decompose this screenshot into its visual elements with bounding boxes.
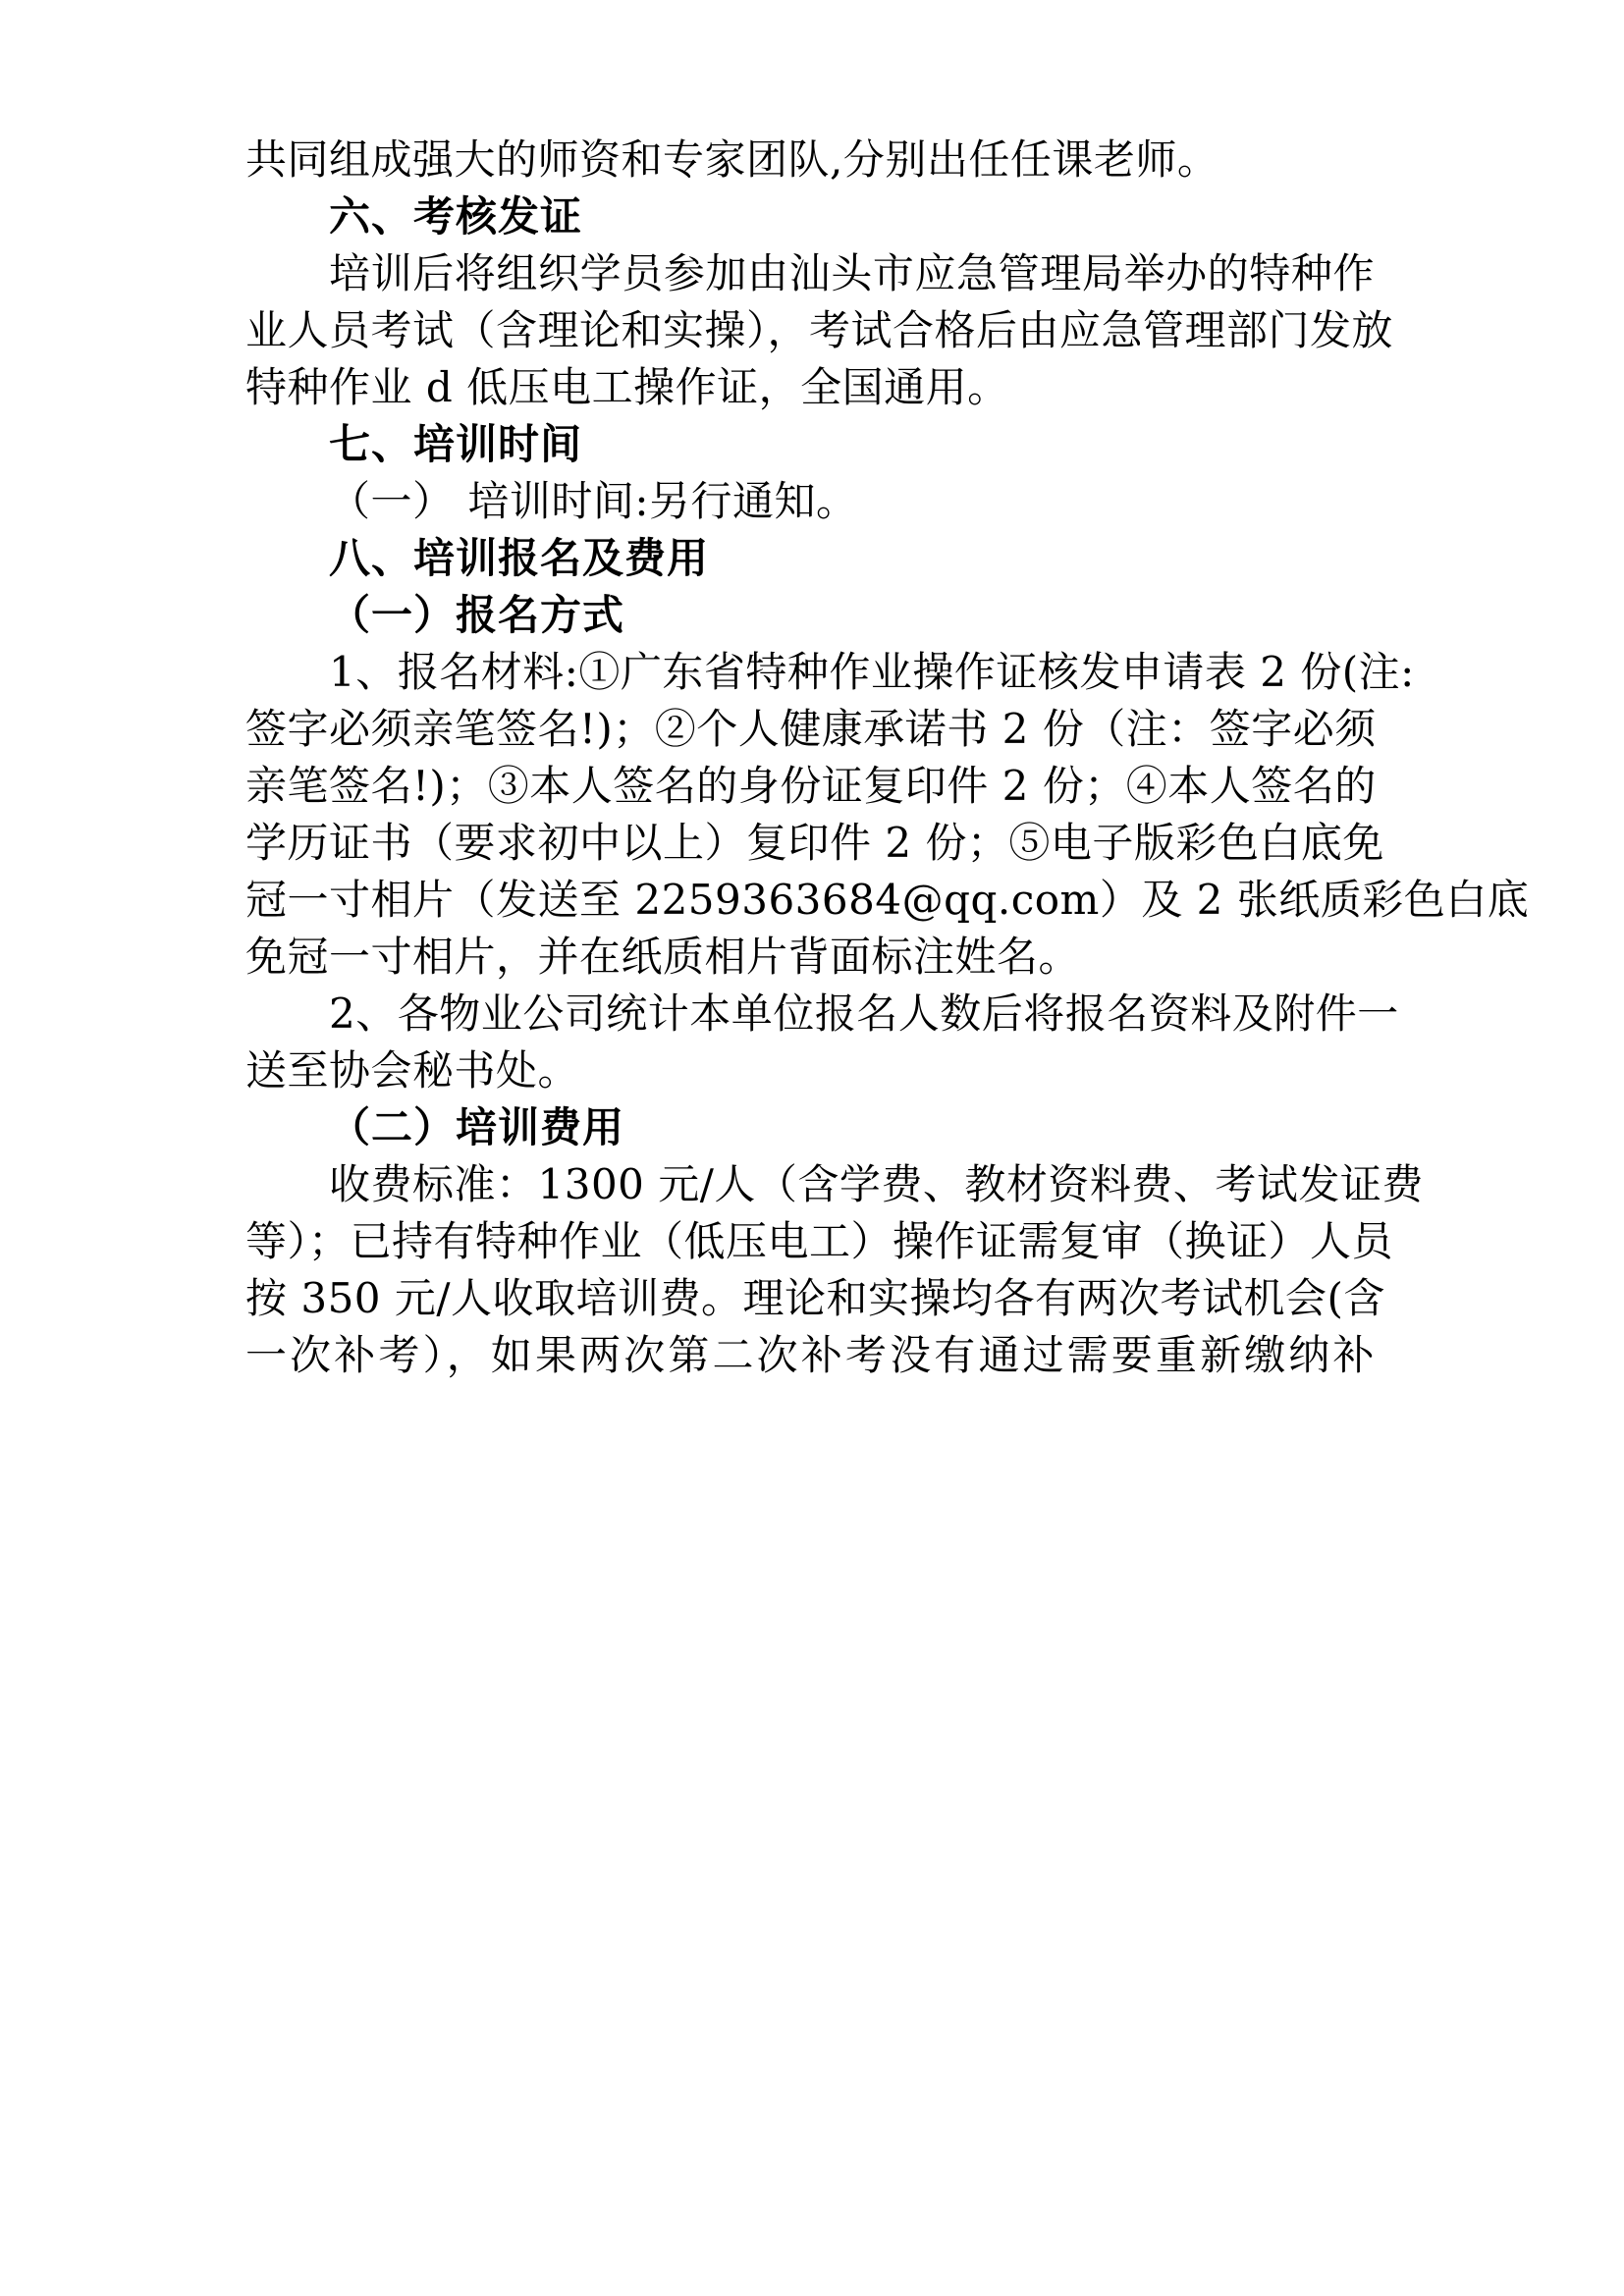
paragraph-line: 免冠一寸相片，并在纸质相片背面标注姓名。 xyxy=(245,933,1081,981)
subsection-heading-registration-method: （一）报名方式 xyxy=(329,591,625,639)
section-heading-assessment: 六、考核发证 xyxy=(329,192,583,240)
paragraph-line: 1、报名材料:①广东省特种作业操作证核发申请表 2 份(注: xyxy=(329,648,1415,696)
paragraph-line: 等）；已持有特种作业（低压电工）操作证需复审（换证）人员 xyxy=(245,1217,1394,1265)
paragraph-line: 培训后将组织学员参加由汕头市应急管理局举办的特种作 xyxy=(329,249,1375,297)
paragraph-line: 共同组成强大的师资和专家团队,分别出任任课老师。 xyxy=(245,135,1219,184)
section-heading-training-time: 七、培训时间 xyxy=(329,420,583,468)
subsection-heading-training-fees: （二）培训费用 xyxy=(329,1103,625,1151)
section-heading-registration-fees: 八、培训报名及费用 xyxy=(329,534,710,582)
paragraph-line: 收费标准：1300 元/人（含学费、教材资料费、考试发证费 xyxy=(329,1160,1424,1208)
paragraph-line: 冠一寸相片（发送至 2259363684@qq.com）及 2 张纸质彩色白底 xyxy=(245,876,1530,924)
paragraph-line: 签字必须亲笔签名!)；②个人健康承诺书 2 份（注：签字必须 xyxy=(245,705,1377,753)
paragraph-line: 亲笔签名!)；③本人签名的身份证复印件 2 份；④本人签名的 xyxy=(245,762,1377,810)
paragraph-line: 2、各物业公司统计本单位报名人数后将报名资料及附件一 xyxy=(329,989,1399,1038)
paragraph-line: 特种作业 d 低压电工操作证，全国通用。 xyxy=(245,363,1009,411)
paragraph-line: （一） 培训时间:另行通知。 xyxy=(329,477,858,525)
paragraph-line: 业人员考试（含理论和实操），考试合格后由应急管理部门发放 xyxy=(245,306,1394,354)
paragraph-line: 送至协会秘书处。 xyxy=(245,1046,580,1095)
paragraph-line: 一次补考），如果两次第二次补考没有通过需要重新缴纳补 xyxy=(245,1331,1375,1379)
paragraph-line: 学历证书（要求初中以上）复印件 2 份；⑤电子版彩色白底免 xyxy=(245,819,1384,867)
paragraph-line: 按 350 元/人收取培训费。理论和实操均各有两次考试机会(含 xyxy=(245,1274,1385,1322)
